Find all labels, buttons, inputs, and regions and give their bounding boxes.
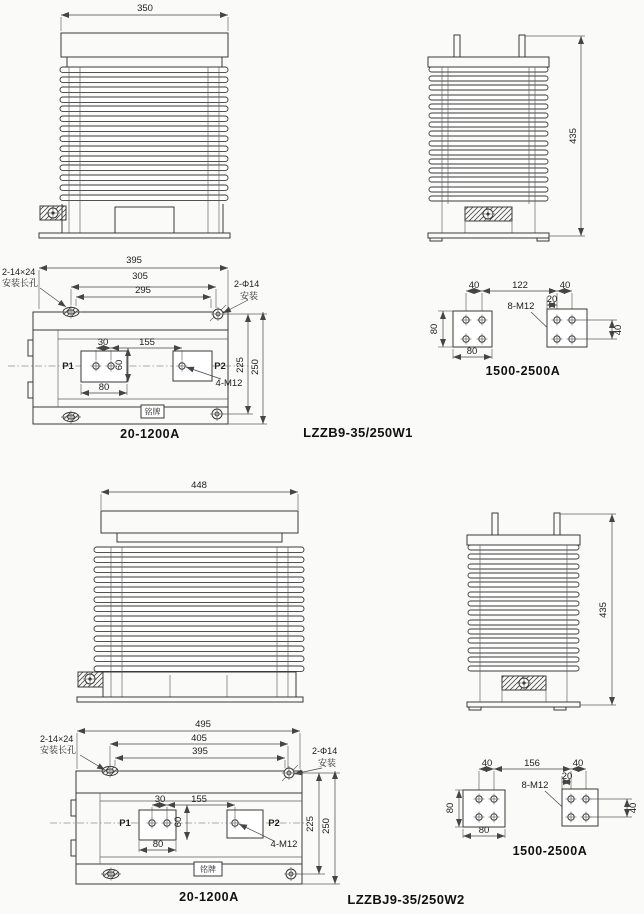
terminal-p1-label: P1 (62, 361, 74, 372)
plate-edge-offset-dim: 20 (546, 294, 558, 305)
depth-dim: 250 (250, 359, 261, 375)
hole-note-size: 2-Φ14 (234, 279, 260, 289)
p1-terminal-block (139, 810, 176, 840)
insulation-fins (60, 67, 228, 200)
hole-note-text: 安装 (318, 758, 337, 768)
mount-depth-dim: 225 (305, 816, 316, 832)
terminal-p1-label: P1 (119, 818, 131, 829)
mount-slot-bottom-left (61, 411, 81, 424)
plan-view-2 (40, 719, 340, 904)
insulation-fins (94, 547, 304, 671)
plate-width-dim: 80 (466, 346, 478, 357)
depth-dim: 250 (321, 818, 332, 834)
plan-span-outer-dim: 405 (191, 733, 207, 744)
terminal-p2-label: P2 (268, 818, 280, 829)
right-plate (547, 309, 587, 347)
hole-note-size: 2-Φ14 (312, 746, 338, 756)
plan-span-outer-dim: 305 (132, 271, 148, 282)
side-height-dim: 435 (568, 128, 579, 144)
current-range-caption: 20-1200A (120, 427, 180, 441)
terminal-span-dim: 155 (191, 794, 207, 805)
plate-pitch-side-dim: 40 (628, 802, 639, 814)
front-width-dim: 350 (137, 3, 153, 14)
insulation-fins (429, 67, 548, 201)
hole-note-text: 安装 (240, 291, 259, 301)
plate-height-dim: 80 (429, 323, 440, 335)
front-width-dim: 448 (191, 480, 207, 491)
side-height-dim: 435 (598, 602, 609, 618)
mount-depth-dim: 225 (235, 357, 246, 373)
section-lzzbj9 (40, 480, 639, 907)
slot-note-text: 安装长孔 (40, 745, 77, 755)
mount-hole-top-right (211, 307, 225, 321)
terminal-span-dim: 155 (139, 337, 155, 348)
block-width-dim: 80 (98, 382, 110, 393)
left-plate (453, 311, 492, 347)
plan-overall-dim: 495 (195, 719, 211, 730)
plan-overall-dim: 395 (126, 255, 142, 266)
plan-view-1 (2, 255, 267, 441)
plate-pitch-side-dim: 40 (613, 324, 624, 336)
plate-edge-offset-dim: 20 (561, 771, 573, 782)
mount-hole-bottom-right (210, 407, 224, 421)
bolt-note: 4-M12 (215, 378, 243, 389)
hole-pitch-dim: 30 (154, 794, 166, 805)
mount-slot-bottom-left (101, 868, 121, 881)
plate-bolt-note: 8-M12 (507, 301, 535, 312)
nameplate-label: 铭牌 (200, 865, 216, 874)
block-width-dim: 80 (152, 839, 164, 850)
terminal-plates-1 (429, 280, 624, 378)
secondary-terminal-box (502, 676, 546, 702)
current-range-caption: 20-1200A (179, 890, 239, 904)
terminal-p2-label: P2 (214, 361, 226, 372)
plate-gap-dim: 156 (524, 758, 540, 769)
plate-height-dim: 80 (445, 802, 456, 814)
slot-note-size: 2-14×24 (2, 267, 36, 277)
block-height-dim: 60 (114, 359, 125, 371)
plate-range-caption: 1500-2500A (512, 844, 588, 858)
front-view-2 (77, 480, 304, 702)
section-lzzb9 (2, 3, 624, 441)
nameplate-label: 铭牌 (144, 407, 161, 417)
block-height-dim: 60 (173, 816, 184, 828)
model-label-2: LZZBJ9-35/250W2 (347, 892, 465, 907)
mount-slot-top-left (61, 306, 81, 319)
plate-gap-dim: 122 (512, 280, 528, 291)
hole-pitch-dim: 30 (97, 337, 109, 348)
plate-bolt-note: 8-M12 (521, 780, 549, 791)
plate-pitch-left-dim: 40 (481, 758, 493, 769)
left-plate (463, 790, 505, 827)
plan-span-inner-dim: 395 (192, 746, 208, 757)
side-view-1 (428, 35, 585, 241)
slot-note-size: 2-14×24 (40, 734, 74, 744)
model-label-1: LZZB9-35/250W1 (303, 425, 413, 440)
plan-span-inner-dim: 295 (135, 285, 151, 296)
slot-note-text: 安装长孔 (2, 278, 39, 288)
mount-hole-bottom-right (284, 867, 298, 881)
insulation-fins (468, 545, 579, 671)
mount-slot-top-left (100, 765, 120, 778)
plate-width-dim: 80 (478, 825, 490, 836)
plate-pitch-left-dim: 40 (468, 280, 480, 291)
bolt-note: 4-M12 (270, 839, 298, 850)
plate-pitch-right-dim: 40 (559, 280, 571, 291)
secondary-terminal-box (465, 207, 512, 233)
mount-hole-top-right (282, 766, 296, 780)
right-plate (562, 789, 598, 826)
side-view-2 (467, 513, 616, 710)
plate-pitch-right-dim: 40 (572, 758, 584, 769)
terminal-plates-2 (445, 758, 639, 858)
front-view-1 (39, 3, 230, 238)
ground-terminal-box (40, 206, 66, 220)
plate-range-caption: 1500-2500A (485, 364, 561, 378)
ground-terminal-box (78, 672, 103, 687)
